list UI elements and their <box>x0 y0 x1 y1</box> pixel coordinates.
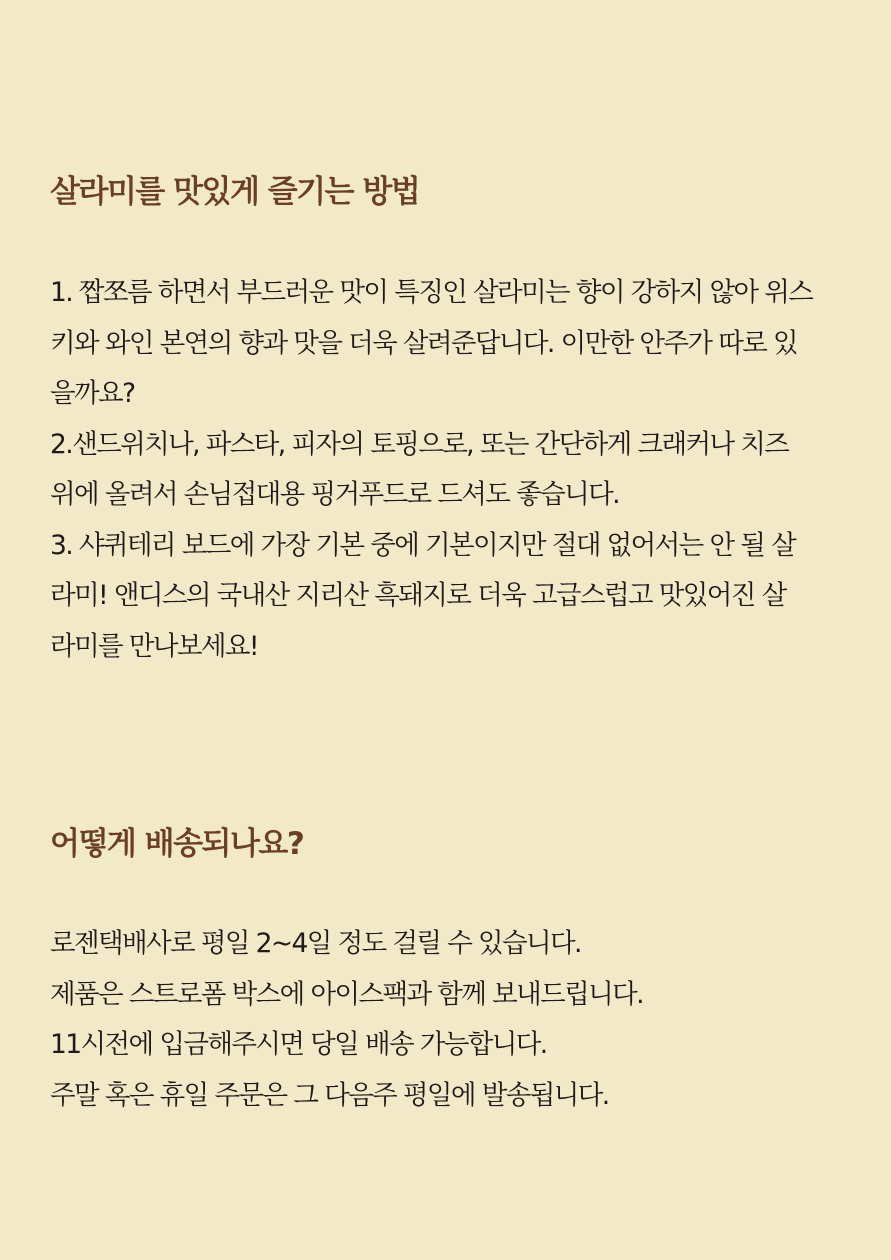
salami-line: 3. 샤퀴테리 보드에 가장 기본 중에 기본이지만 절대 없어서는 안 될 살 <box>50 529 796 561</box>
shipping-line: 11시전에 입금해주시면 당일 배송 가능합니다. <box>50 1029 547 1060</box>
salami-line: 키와 와인 본연의 향과 맛을 더욱 살려준답니다. 이만한 안주가 따로 있 <box>50 327 798 359</box>
salami-section-body <box>50 268 850 672</box>
shipping-section-body <box>50 919 850 1121</box>
shipping-line: 주말 혹은 휴일 주문은 그 다음주 평일에 발송됩니다. <box>50 1079 609 1111</box>
salami-section-title: 살라미를 맛있게 즐기는 방법 <box>50 174 420 210</box>
salami-line: 1. 짭쪼름 하면서 부드러운 맛이 특징인 살라미는 향이 강하지 않아 위스 <box>50 277 813 308</box>
shipping-section-title: 어떻게 배송되나요? <box>50 826 304 862</box>
salami-line: 을까요? <box>50 378 135 409</box>
salami-line: 라미를 만나보세요! <box>50 630 258 662</box>
shipping-line: 로젠택배사로 평일 2~4일 정도 걸릴 수 있습니다. <box>50 928 581 959</box>
salami-line: 2.샌드위치나, 파스타, 피자의 토핑으로, 또는 간단하게 크래커나 치즈 <box>50 428 789 460</box>
shipping-line: 제품은 스트로폼 박스에 아이스팩과 함께 보내드립니다. <box>50 978 643 1010</box>
salami-line: 라미! 앤디스의 국내산 지리산 흑돼지로 더욱 고급스럽고 맛있어진 살 <box>50 580 786 611</box>
salami-line: 위에 올려서 손님접대용 핑거푸드로 드셔도 좋습니다. <box>50 479 619 510</box>
